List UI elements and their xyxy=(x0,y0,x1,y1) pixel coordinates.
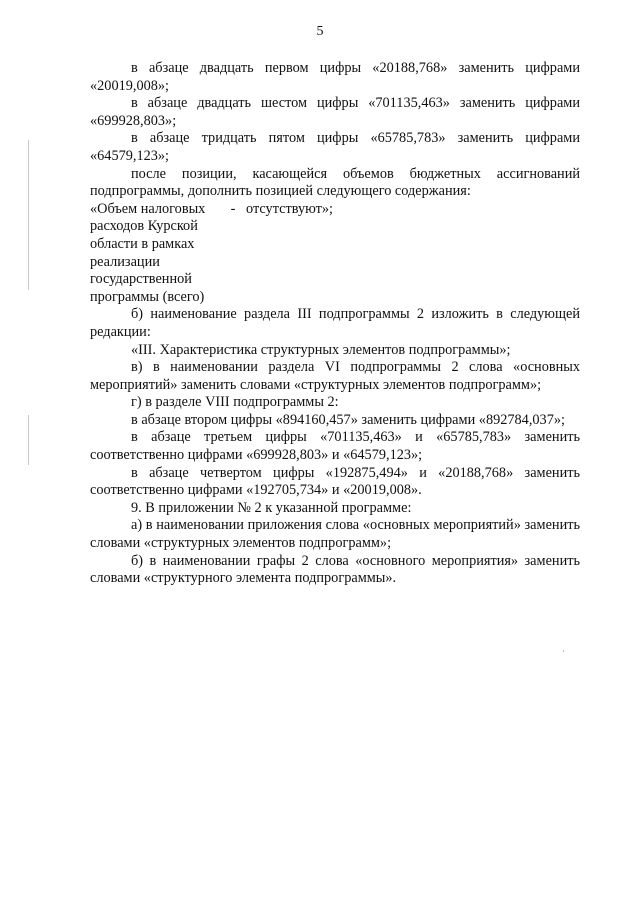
paragraph: в абзаце тридцать пятом цифры «65785,783» заменить цифрами «64579,123»; xyxy=(90,130,580,164)
table-separator: - xyxy=(230,200,236,217)
table-label-line: государственной xyxy=(90,271,192,288)
tax-expenditure-table xyxy=(90,201,580,307)
paragraph: в) в наименовании раздела VI подпрограммы 2 слова «основных мероприятий» заменить словами «структурных элементов подпрограмм»; xyxy=(90,359,580,393)
paragraph: г) в разделе VIII подпрограммы 2: xyxy=(131,394,339,411)
left-margin-mark xyxy=(28,140,29,290)
paragraph: «III. Характеристика структурных элементов подпрограммы»; xyxy=(131,341,511,358)
paragraph: в абзаце втором цифры «894160,457» заменить цифрами «892784,037»; xyxy=(131,411,565,428)
page-number: 5 xyxy=(316,24,324,39)
paragraph: в абзаце двадцать первом цифры «20188,768» заменить цифрами «20019,008»; xyxy=(90,60,580,94)
paragraph: 9. В приложении № 2 к указанной программе: xyxy=(131,499,412,516)
table-label-line: «Объем налоговых xyxy=(90,200,206,217)
paragraph: б) наименование раздела III подпрограммы 2 изложить в следующей редакции: xyxy=(90,306,580,340)
table-label-line: расходов Курской xyxy=(90,218,198,235)
left-margin-mark-lower xyxy=(28,415,29,465)
table-value-cell: отсутствуют»; xyxy=(246,200,333,217)
paragraph: а) в наименовании приложения слова «основных мероприятий» заменить словами «структурных элементов подпрограмм»; xyxy=(90,517,580,552)
table-label-cell xyxy=(90,201,220,307)
scan-speck xyxy=(563,650,564,652)
table-label-line: области в рамках xyxy=(90,235,195,252)
paragraph: в абзаце третьем цифры «701135,463» и «65785,783» заменить соответственно цифрами «699928,803» и «64579,123»; xyxy=(90,429,580,464)
paragraph: в абзаце четвертом цифры «192875,494» и «20188,768» заменить соответственно цифрами «192705,734» и «20019,008». xyxy=(90,464,580,499)
paragraph: после позиции, касающейся объемов бюджетных ассигнований подпрограммы, дополнить позицией следующего содержания: xyxy=(90,165,580,200)
table-label-line: программы (всего) xyxy=(90,288,205,305)
paragraph: б) в наименовании графы 2 слова «основного мероприятия» заменить словами «структурного элемента подпрограммы». xyxy=(90,552,580,587)
document-body xyxy=(90,60,580,588)
table-label-line: реализации xyxy=(90,253,160,270)
paragraph: в абзаце двадцать шестом цифры «701135,463» заменить цифрами «699928,803»; xyxy=(90,95,580,129)
